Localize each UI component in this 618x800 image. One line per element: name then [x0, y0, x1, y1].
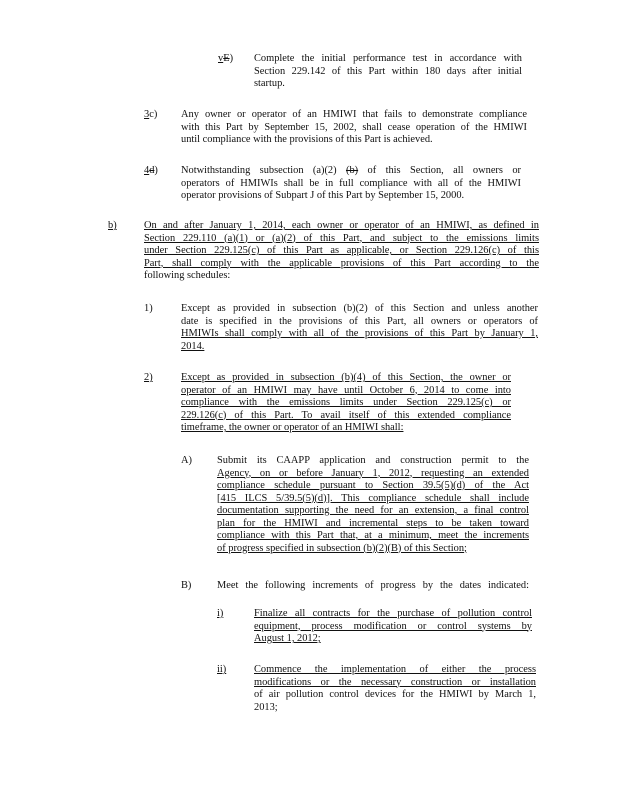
item-b1-text: Except as provided in subsection (b)(2) of this Section and unless another date is specified in the provisions of this Part, all owners or operators of HMIWIs shall comply with all of the provisions of this Part by January 1, 2014.	[181, 303, 538, 352]
item-B-text: Meet the following increments of progress by the dates indicated:	[217, 580, 529, 591]
item-ii-text: Commence the implementation of either the process modifications or the necessary construction or installation of air pollution control devices for the HMIWI by March 1, 2013;	[254, 664, 536, 713]
item-A-text: Submit its CAAPP application and construction permit to the Agency, on or before January 1, 2012, requesting an extended compliance schedule pursuant to Section 39.5(5)(d) of the Act [415 ILCS 5/39.5(5)(d)]. This compliance schedule shall include documentation supporting the need for an extension, a final control plan for the HMIWI and incremental steps to be taken toward compliance with this Part that, at a minimum, meet the increments of progress specified in subsection (b)(2)(B) of this Section;	[217, 455, 529, 554]
item-v-text: Complete the initial performance test in accordance with Section 229.142 of this Part within 180 days after initial startup.	[254, 53, 522, 89]
item-label-A: A)	[181, 455, 192, 466]
item-4d-text: Notwithstanding subsection (a)(2) (b) of this Section, all owners or operators of HMIWIs shall be in full compliance with all of the HMIWI operator provisions of Subpart J of this Part by September 15, 2000.	[181, 165, 521, 201]
item-label-i: i)	[217, 608, 224, 619]
item-3c-text: Any owner or operator of an HMIWI that fails to demonstrate compliance with this Part by September 15, 2002, shall cease operation of the HMIWI until compliance with the provisions of this Part is achieved.	[181, 109, 527, 145]
item-i-text: Finalize all contracts for the purchase of pollution control equipment, process modification or control systems by August 1, 2012;	[254, 608, 532, 644]
item-label-3c: 3c)	[144, 109, 158, 120]
item-b-text: On and after January 1, 2014, each owner or operator of an HMIWI, as defined in Section 229.110 (a)(1) or (a)(2) of this Part, and subject to the emissions limits under Section 229.125(c) of this Part as applicable, or Section 229.126(c) of this Part, shall comply with the applicable provisions of this Part according to the following schedules:	[144, 220, 539, 281]
item-label-B: B)	[181, 580, 192, 591]
item-b2-text: Except as provided in subsection (b)(4) of this Section, the owner or operator of an HMIWI may have until October 6, 2014 to come into compliance with the emissions limits under Section 229.125(c) or 229.126(c) of this Part. To avail itself of this extended compliance timeframe, the owner or operator of an HMIWI shall:	[181, 372, 511, 433]
item-label-b2: 2)	[144, 372, 153, 383]
item-label-b1: 1)	[144, 303, 153, 314]
item-label-v: vE)	[218, 53, 234, 64]
item-label-4d: 4d)	[144, 165, 158, 176]
item-label-ii: ii)	[217, 664, 227, 675]
item-label-b: b)	[108, 220, 117, 231]
item-4d-line1: Notwithstanding subsection (a)(2) (b) of this Section, all owners or	[181, 165, 521, 176]
